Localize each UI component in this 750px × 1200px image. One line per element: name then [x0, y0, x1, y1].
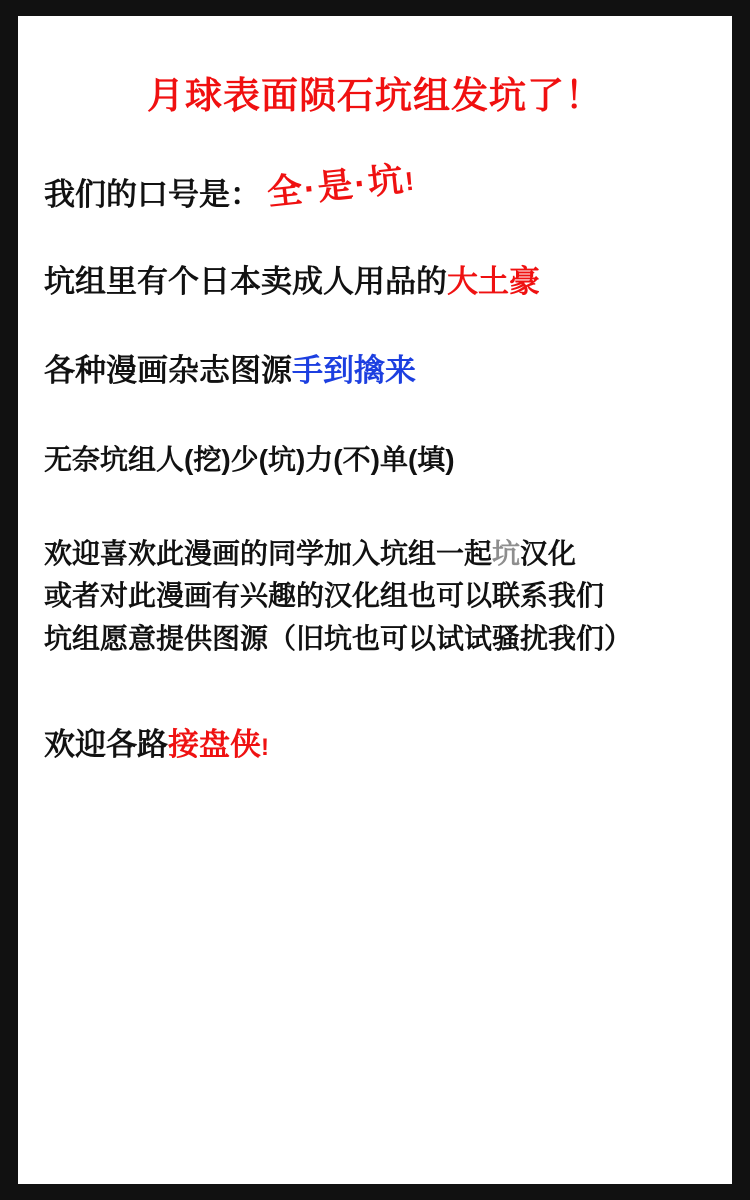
invitation-line-1	[44, 533, 706, 576]
rich-line-tuhao-highlight: 大土豪	[447, 264, 540, 300]
closing-line-highlight: 接盘侠	[168, 726, 261, 762]
slogan-bang: !	[403, 165, 418, 197]
slogan-prefix: 我们的口号是：	[44, 176, 261, 212]
announcement-content	[18, 16, 732, 767]
page-title: 月球表面陨石坑组发坑了！	[147, 75, 603, 116]
paper-sheet	[18, 16, 732, 1184]
closing-line-bang: !	[261, 733, 269, 761]
rich-line-tuhao	[44, 260, 706, 305]
rich-line-tuhao-text: 坑组里有个日本卖成人用品的	[44, 264, 447, 300]
invitation-line-3: 坑组愿意提供图源（旧坑也可以试试骚扰我们）	[44, 622, 633, 654]
rich-line-source	[44, 349, 706, 394]
slogan-text: 全·是·坑	[265, 160, 407, 214]
closing-line-text: 欢迎各路	[44, 726, 168, 762]
slogan-row	[44, 160, 706, 220]
plain-line-manpower: 无奈坑组人(挖)少(坑)力(不)单(填)	[44, 444, 455, 476]
rich-line-source-text: 各种漫画杂志图源	[44, 353, 292, 389]
invitation-line-1-a: 欢迎喜欢此漫画的同学加入坑组一起	[44, 537, 493, 569]
invitation-line-1-c: 汉化	[520, 537, 577, 569]
invitation-paragraph	[44, 533, 706, 661]
slogan-stamp	[264, 151, 417, 216]
rich-line-source-highlight: 手到擒来	[292, 353, 416, 389]
closing-line	[44, 723, 706, 768]
invitation-line-1-highlight: 坑	[492, 537, 521, 569]
invitation-line-2: 或者对此漫画有兴趣的汉化组也可以联系我们	[44, 580, 605, 612]
